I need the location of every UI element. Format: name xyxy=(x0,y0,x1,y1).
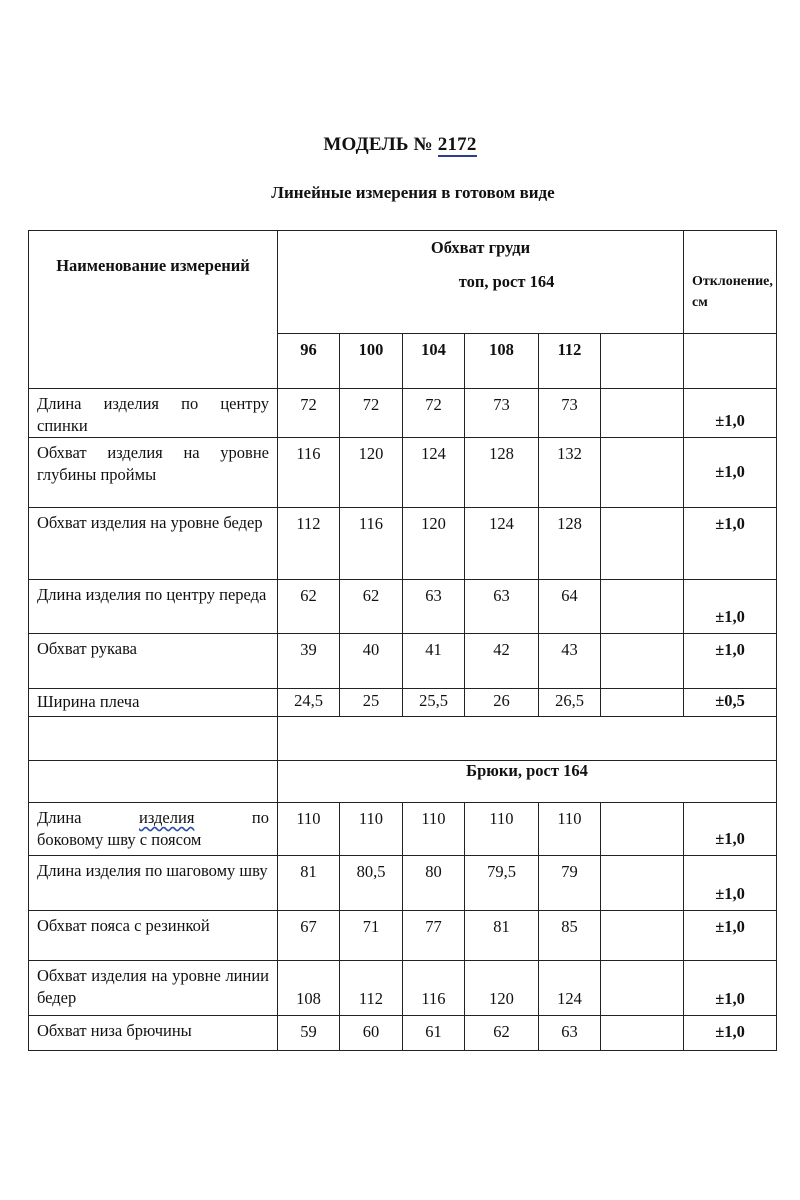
value-cell: 62 xyxy=(278,580,340,634)
measure-name: Длина изделия по центру переда xyxy=(29,580,278,634)
empty-cell xyxy=(601,803,684,856)
value-cell: 62 xyxy=(340,580,403,634)
header-group-line1: Обхват груди xyxy=(430,238,531,257)
value-cell: 116 xyxy=(403,961,465,1016)
value-cell: 120 xyxy=(465,961,539,1016)
model-number: 2172 xyxy=(437,134,477,155)
value-cell: 62 xyxy=(465,1016,539,1051)
table-row xyxy=(29,389,777,438)
deviation-cell: ±1,0 xyxy=(684,634,777,689)
measure-name: Обхват пояса с резинкой xyxy=(29,911,278,961)
measure-name-word: Длина xyxy=(37,808,82,827)
value-cell: 63 xyxy=(403,580,465,634)
empty-cell xyxy=(601,1016,684,1051)
table-row xyxy=(29,961,777,1016)
table-row xyxy=(29,1016,777,1051)
empty-cell xyxy=(601,634,684,689)
value-cell: 124 xyxy=(403,438,465,508)
pants-header: Брюки, рост 164 xyxy=(278,761,777,803)
size-cell: 100 xyxy=(340,334,403,389)
empty-cell xyxy=(684,334,777,389)
value-cell: 25,5 xyxy=(403,689,465,717)
header-group-cell xyxy=(278,231,684,334)
value-cell: 41 xyxy=(403,634,465,689)
table-row xyxy=(29,689,777,717)
table-row xyxy=(29,580,777,634)
value-cell: 73 xyxy=(539,389,601,438)
value-cell: 108 xyxy=(278,961,340,1016)
deviation-cell: ±0,5 xyxy=(684,689,777,717)
value-cell: 77 xyxy=(403,911,465,961)
deviation-cell: ±1,0 xyxy=(684,580,777,634)
value-cell: 110 xyxy=(539,803,601,856)
header-deviation-cell xyxy=(684,231,777,334)
value-cell: 79,5 xyxy=(465,856,539,911)
value-cell: 124 xyxy=(465,508,539,580)
pants-header-row xyxy=(29,761,777,803)
deviation-cell: ±1,0 xyxy=(684,911,777,961)
measure-name: Обхват низа брючины xyxy=(29,1016,278,1051)
value-cell: 80,5 xyxy=(340,856,403,911)
empty-cell xyxy=(601,689,684,717)
value-cell: 60 xyxy=(340,1016,403,1051)
measure-name: Обхват изделия на уровне глубины проймы xyxy=(29,438,278,508)
measure-name-line1 xyxy=(37,807,269,829)
empty-cell xyxy=(601,961,684,1016)
value-cell: 79 xyxy=(539,856,601,911)
value-cell: 72 xyxy=(278,389,340,438)
empty-cell xyxy=(601,508,684,580)
value-cell: 39 xyxy=(278,634,340,689)
measure-name: Ширина плеча xyxy=(29,689,278,717)
value-cell: 81 xyxy=(278,856,340,911)
table-row xyxy=(29,803,777,856)
value-cell: 110 xyxy=(403,803,465,856)
deviation-cell: ±1,0 xyxy=(684,438,777,508)
empty-cell xyxy=(278,717,777,761)
value-cell: 42 xyxy=(465,634,539,689)
value-cell: 67 xyxy=(278,911,340,961)
deviation-cell: ±1,0 xyxy=(684,803,777,856)
spacer-row xyxy=(29,717,777,761)
value-cell: 120 xyxy=(403,508,465,580)
value-cell: 110 xyxy=(278,803,340,856)
value-cell: 85 xyxy=(539,911,601,961)
deviation-cell: ±1,0 xyxy=(684,1016,777,1051)
size-cell: 104 xyxy=(403,334,465,389)
measure-name-word: по xyxy=(251,808,269,827)
measure-name: Обхват изделия на уровне бедер xyxy=(29,508,278,580)
value-cell: 110 xyxy=(465,803,539,856)
measure-name xyxy=(29,803,278,856)
table-row xyxy=(29,634,777,689)
value-cell: 73 xyxy=(465,389,539,438)
value-cell: 112 xyxy=(278,508,340,580)
empty-cell xyxy=(601,911,684,961)
empty-cell xyxy=(601,856,684,911)
value-cell: 132 xyxy=(539,438,601,508)
value-cell: 26,5 xyxy=(539,689,601,717)
value-cell: 116 xyxy=(278,438,340,508)
empty-cell xyxy=(601,438,684,508)
value-cell: 26 xyxy=(465,689,539,717)
header-name: Наименование измерений xyxy=(56,256,250,275)
deviation-cell: ±1,0 xyxy=(684,856,777,911)
value-cell: 59 xyxy=(278,1016,340,1051)
value-cell: 110 xyxy=(340,803,403,856)
value-cell: 80 xyxy=(403,856,465,911)
empty-cell xyxy=(29,717,278,761)
header-deviation: Отклонение, см xyxy=(692,274,773,310)
table-row xyxy=(29,438,777,508)
value-cell: 72 xyxy=(403,389,465,438)
deviation-cell: ±1,0 xyxy=(684,508,777,580)
title-prefix: МОДЕЛЬ № xyxy=(323,134,433,155)
table-row xyxy=(29,856,777,911)
value-cell: 63 xyxy=(465,580,539,634)
measure-name: Длина изделия по центру спинки xyxy=(29,389,278,438)
table-row xyxy=(29,911,777,961)
empty-cell xyxy=(601,389,684,438)
table-row xyxy=(29,508,777,580)
header-row xyxy=(29,231,777,334)
value-cell: 71 xyxy=(340,911,403,961)
size-cell: 112 xyxy=(539,334,601,389)
value-cell: 72 xyxy=(340,389,403,438)
value-cell: 120 xyxy=(340,438,403,508)
header-group-line2: топ, рост 164 xyxy=(458,272,555,291)
header-name-cell xyxy=(29,231,278,389)
value-cell: 40 xyxy=(340,634,403,689)
value-cell: 128 xyxy=(539,508,601,580)
measure-name: Длина изделия по шаговому шву xyxy=(29,856,278,911)
deviation-cell: ±1,0 xyxy=(684,961,777,1016)
value-cell: 116 xyxy=(340,508,403,580)
value-cell: 112 xyxy=(340,961,403,1016)
measurement-table xyxy=(28,230,777,1051)
empty-cell xyxy=(601,334,684,389)
value-cell: 61 xyxy=(403,1016,465,1051)
measure-name: Обхват рукава xyxy=(29,634,278,689)
value-cell: 128 xyxy=(465,438,539,508)
value-cell: 124 xyxy=(539,961,601,1016)
document-title xyxy=(0,134,800,156)
value-cell: 24,5 xyxy=(278,689,340,717)
size-cell: 108 xyxy=(465,334,539,389)
measure-name-word: изделия xyxy=(138,808,195,827)
measure-name-line2: боковому шву с поясом xyxy=(37,830,202,849)
value-cell: 64 xyxy=(539,580,601,634)
size-cell: 96 xyxy=(278,334,340,389)
measure-name: Обхват изделия на уровне линии бедер xyxy=(29,961,278,1016)
document-subtitle: Линейные измерения в готовом виде xyxy=(271,183,555,202)
value-cell: 81 xyxy=(465,911,539,961)
deviation-cell: ±1,0 xyxy=(684,389,777,438)
value-cell: 43 xyxy=(539,634,601,689)
value-cell: 63 xyxy=(539,1016,601,1051)
empty-cell xyxy=(601,580,684,634)
value-cell: 25 xyxy=(340,689,403,717)
empty-cell xyxy=(29,761,278,803)
header-group xyxy=(278,231,683,293)
